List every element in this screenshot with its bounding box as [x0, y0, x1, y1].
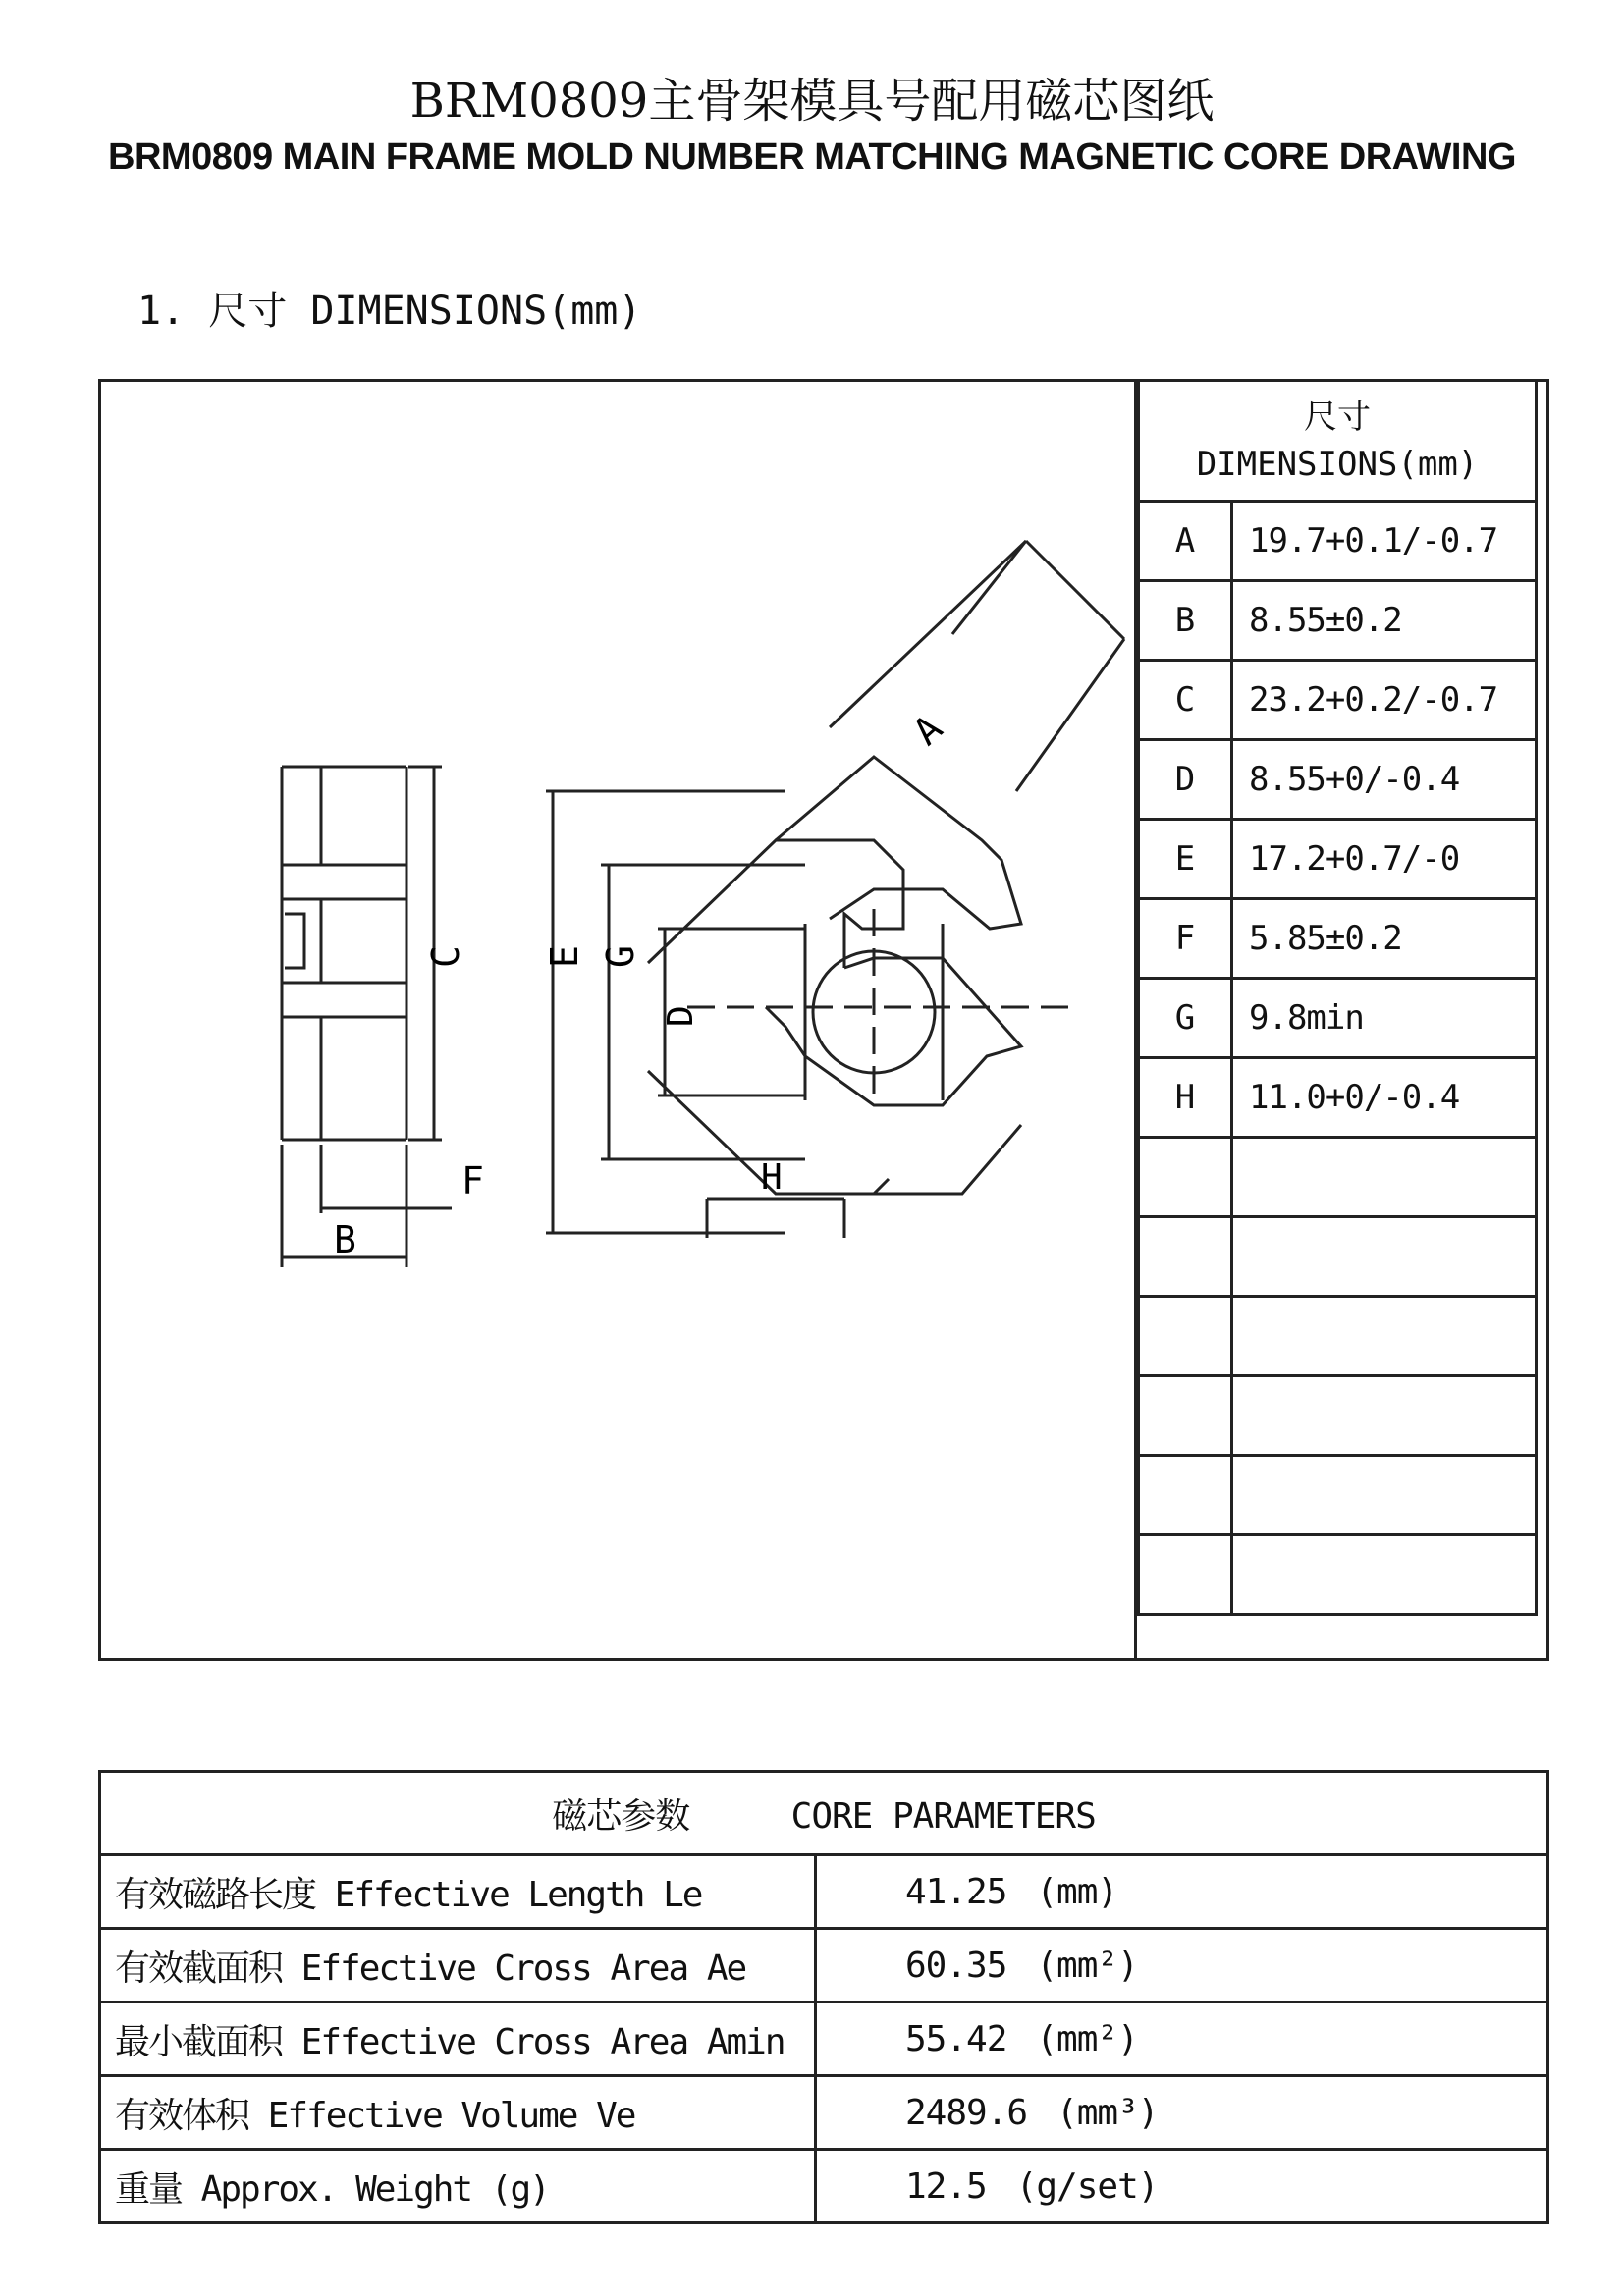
table-row — [1139, 581, 1537, 661]
table-row-empty — [1139, 1138, 1537, 1217]
table-row — [100, 1929, 1548, 2002]
param-value: 2489.6 — [905, 2092, 1028, 2133]
dimensions-table — [1137, 382, 1538, 1616]
dim-letter: D — [1139, 740, 1232, 820]
label-f: F — [461, 1159, 484, 1202]
param-value: 41.25 — [905, 1871, 1007, 1912]
param-unit: (mm³) — [1056, 2092, 1159, 2133]
dim-letter: C — [1139, 661, 1232, 740]
table-row — [1139, 740, 1537, 820]
param-value-cell — [816, 1929, 1548, 2002]
dim-letter: F — [1139, 899, 1232, 979]
param-value: 55.42 — [905, 2018, 1007, 2059]
core-parameters-table — [98, 1770, 1549, 2224]
param-label: 有效磁路长度 Effective Length Le — [100, 1855, 816, 1929]
table-row — [1139, 1058, 1537, 1138]
dim-header-cn: 尺寸 — [1304, 398, 1371, 437]
core-parameters-section — [98, 1770, 1549, 2224]
param-value-cell — [816, 1855, 1548, 1929]
core-header-en: CORE PARAMETERS — [790, 1795, 1096, 1837]
table-row — [1139, 979, 1537, 1058]
label-e: E — [543, 945, 586, 968]
core-parameters-header — [100, 1772, 1548, 1855]
param-label: 有效截面积 Effective Cross Area Ae — [100, 1929, 816, 2002]
dim-value: 5.85±0.2 — [1232, 899, 1537, 979]
dim-letter: B — [1139, 581, 1232, 661]
dim-letter: G — [1139, 979, 1232, 1058]
dim-value: 11.0+0/-0.4 — [1232, 1058, 1537, 1138]
param-label: 最小截面积 Effective Cross Area Amin — [100, 2002, 816, 2076]
table-row-empty — [1139, 1456, 1537, 1535]
table-row-empty — [1139, 1297, 1537, 1376]
param-label: 有效体积 Effective Volume Ve — [100, 2076, 816, 2150]
dimensions-table-header — [1139, 382, 1537, 502]
dim-value: 17.2+0.7/-0 — [1232, 820, 1537, 899]
param-label: 重量 Approx. Weight (g) — [100, 2150, 816, 2223]
table-row — [100, 1855, 1548, 1929]
label-d: D — [661, 1005, 701, 1027]
dim-letter: E — [1139, 820, 1232, 899]
param-value-cell — [816, 2002, 1548, 2076]
label-g: G — [599, 945, 642, 968]
table-row — [100, 2150, 1548, 2223]
section-heading: 1. 尺寸 DIMENSIONS(mm) — [137, 289, 642, 334]
label-h: H — [761, 1157, 783, 1198]
dim-value: 23.2+0.2/-0.7 — [1232, 661, 1537, 740]
title-english: BRM0809 MAIN FRAME MOLD NUMBER MATCHING MAGNETIC CORE DRAWING — [108, 136, 1516, 178]
title-chinese: BRM0809主骨架模具号配用磁芯图纸 — [409, 74, 1215, 129]
dim-value: 8.55±0.2 — [1232, 581, 1537, 661]
label-b: B — [334, 1218, 356, 1261]
dim-letter: H — [1139, 1058, 1232, 1138]
param-value-cell — [816, 2076, 1548, 2150]
dim-header-en: DIMENSIONS(mm) — [1196, 445, 1479, 484]
dim-value: 8.55+0/-0.4 — [1232, 740, 1537, 820]
param-value: 60.35 — [905, 1945, 1007, 1986]
table-row-empty — [1139, 1376, 1537, 1456]
dim-value: 9.8min — [1232, 979, 1537, 1058]
param-unit: (mm²) — [1036, 2018, 1138, 2059]
param-unit: (mm²) — [1036, 1945, 1138, 1986]
param-value: 12.5 — [905, 2165, 987, 2207]
table-row — [1139, 661, 1537, 740]
table-row — [100, 2076, 1548, 2150]
core-header-cn: 磁芯参数 — [552, 1795, 690, 1837]
table-row — [100, 2002, 1548, 2076]
table-row — [1139, 899, 1537, 979]
table-row — [1139, 502, 1537, 581]
dim-value: 19.7+0.1/-0.7 — [1232, 502, 1537, 581]
side-view — [282, 767, 452, 1267]
param-value-cell — [816, 2150, 1548, 2223]
table-row — [1139, 820, 1537, 899]
param-unit: (mm) — [1036, 1871, 1118, 1912]
front-view — [546, 541, 1124, 1238]
label-a: A — [904, 706, 951, 754]
core-drawing — [98, 379, 1134, 1661]
label-c: C — [424, 945, 467, 968]
table-row-empty — [1139, 1217, 1537, 1297]
param-unit: (g/set) — [1015, 2165, 1159, 2207]
dim-letter: A — [1139, 502, 1232, 581]
table-row-empty — [1139, 1535, 1537, 1615]
